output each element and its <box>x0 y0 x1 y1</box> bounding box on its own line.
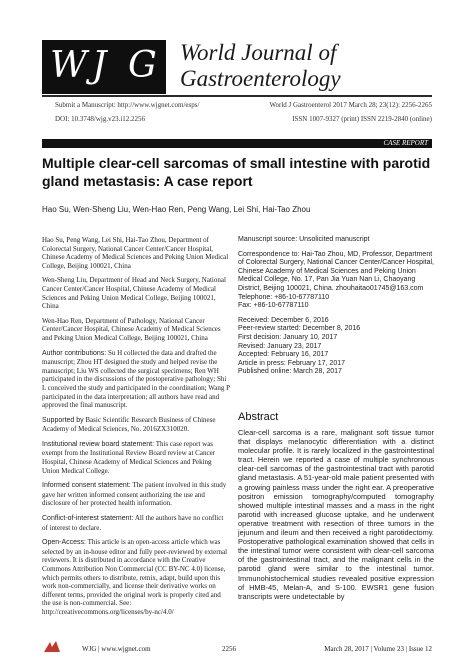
open-access-statement <box>42 538 230 616</box>
supported-by <box>42 416 230 434</box>
masthead-rule <box>42 95 432 97</box>
correspondence <box>238 251 434 311</box>
submit-line: Submit a Manuscript: http://www.wjgnet.com/esps/ <box>55 101 200 109</box>
coi-label: Conflict-of-interest statement: <box>42 515 134 523</box>
footer-right: March 28, 2017 | Volume 23 | Issue 12 <box>324 645 432 653</box>
article-type-bar: CASE REPORT <box>42 139 432 148</box>
issn-line: ISSN 1007-9327 (print) ISSN 2219-2840 (online) <box>292 115 432 123</box>
support-label: Supported by <box>42 416 84 424</box>
date-peer-review: Peer-review started: December 8, 2016 <box>238 325 361 333</box>
affiliation-3: Wen-Hao Ren, Department of Pathology, National Cancer Center/Cancer Hospital, Chinese Academy of Medical Sciences and Peking Union Medical College, Beijing 100021, China <box>42 316 221 342</box>
footer-left: WJG | www.wjgnet.com <box>82 645 151 653</box>
page-footer <box>42 642 432 656</box>
contrib-text: Su H collected the data and drafted the manuscript; Zhou HT designed the study and helped revise the manuscript; Liu WS collected the surgical specimens; Ren WH participated in the discussions of the postoperative pathology; Shi L conceived the study and participated in the coordination; Wang P participated in the data interpretation; all authors have read and approved the final manuscript. <box>42 348 230 410</box>
right-column <box>238 236 434 383</box>
contrib-label: Author contributions: <box>42 349 107 357</box>
citation-line: World J Gastroenterol 2017 March 28; 23(12): 2256-2265 <box>269 101 432 109</box>
consent-text: The patient involved in this study gave her written informed consent authorizing the use and disclosure of her protected health information. <box>42 481 227 508</box>
support-text: Basic Scientific Research Business of Chinese Academy of Medical Sciences, No. 2016ZX310020. <box>42 415 216 434</box>
author-contributions <box>42 349 230 410</box>
dates-block <box>238 317 434 377</box>
page-number: 2256 <box>222 645 236 653</box>
abstract-text: Clear-cell sarcoma is a rare, malignant soft tissue tumor that displays melanocytic differentiation with a distinct molecular profile. It is rarely localized in the gastrointestinal tract. Herein we reported a case of multiple synchronous clear-cell sarcomas of the gastrointestinal tract with parotid gland metastasis. A 51-year-old male patient presented with a growing painless mass under the right ear. A preoperative positron emission tomography/computed tomography showed multiple intestinal masses and a mass in the right parotid with increased glucose uptake, and he underwent operative treatment with resection of three tumors in the jejunum and ileum and then received a right parotidectomy. Postoperative pathological examination showed that cells in the intestinal tumor were consistent with clear-cell sarcoma of the gastrointestinal tract, and the malignant cells in the parotid gland were similar to the intestinal tumor. Immunohistochemical studies revealed positive expression of HMB-45, Melan-A, and S-100. EWSR1 gene fusion transcripts were undetectable by <box>238 428 434 601</box>
coi-statement <box>42 514 230 532</box>
date-published: Published online: March 28, 2017 <box>238 368 342 376</box>
date-in-press: Article in press: February 17, 2017 <box>238 359 345 367</box>
journal-name <box>180 40 341 92</box>
date-received: Received: December 6, 2016 <box>238 316 329 324</box>
date-revised: Revised: January 23, 2017 <box>238 342 322 350</box>
consent-statement <box>42 481 230 508</box>
consent-label: Informed consent statement: <box>42 482 131 490</box>
journal-logo <box>42 40 166 94</box>
manuscript-source: Manuscript source: Unsolicited manuscript <box>238 236 370 243</box>
logo-letter-w: W <box>50 45 88 86</box>
journal-name-line1: World Journal of <box>180 40 337 65</box>
abstract-heading: Abstract <box>238 411 279 423</box>
date-accepted: Accepted: February 16, 2017 <box>238 351 329 359</box>
logo-letter-g: G <box>128 45 157 86</box>
coi-text: All the authors have no conflict of interest to declare. <box>42 514 224 532</box>
oa-label: Open-Access: <box>42 539 86 547</box>
date-first-decision: First decision: January 10, 2017 <box>238 333 338 341</box>
doi-line: DOI: 10.3748/wjg.v23.i12.2256 <box>55 115 146 123</box>
logo-letter-j: J <box>92 45 107 86</box>
fax: Fax: +86-10-67787110 <box>238 302 309 310</box>
affiliation-1: Hao Su, Peng Wang, Lei Shi, Hai-Tao Zhou, Department of Colorectal Surgery, National Cancer Center/Cancer Hospital, Chinese Academy of Medical Sciences and Peking Union Medical College, Beijing 100021, China <box>42 236 229 270</box>
affiliation-2: Wen-Sheng Liu, Department of Head and Neck Surgery, National Cancer Center/Cancer Hospital, Chinese Academy of Medical Sciences and Peking Union Medical College, Beijing 100021, China <box>42 276 226 311</box>
irb-text: This case report was exempt from the Institutional Review Board review at Cancer Hospital, Chinese Academy of Medical Sciences and Peking Union Medical College. <box>42 439 216 475</box>
irb-label: Institutional review board statement: <box>42 440 155 448</box>
left-column <box>42 236 230 623</box>
journal-name-line2: Gastroenterology <box>180 66 341 91</box>
corr-label: Correspondence to: <box>238 250 300 258</box>
telephone: Telephone: +86-10-67787110 <box>238 293 330 301</box>
corr-text: Hai-Tao Zhou, MD, Professor, Department of Colorectal Surgery, National Cancer Center/Cancer Hospital, Chinese Academy of Medical Sciences and Peking Union Medical College, No. 17, Pan Jia Yuan Nan Li, Chaoyang District, Beijing 100021, China. zhouhaitao01745@163.com <box>238 250 434 292</box>
irb-statement <box>42 440 230 475</box>
oa-text: This article is an open-access article which was selected by an in-house editor and fully peer-reviewed by external reviewers. It is distributed in accordance with the Creative Commons Attribution Non Commercial (CC BY-NC 4.0) license, which permits others to distribute, remix, adapt, build upon this work non-commercially, and license their derivative works on different terms, provided the original work is properly cited and the use is non-commercial. See: http://creativecommons.org/licenses/by-nc/4.0/ <box>42 538 228 616</box>
author-list: Hao Su, Wen-Sheng Liu, Wen-Hao Ren, Peng Wang, Lei Shi, Hai-Tao Zhou <box>42 205 311 214</box>
article-title: Multiple clear-cell sarcomas of small intestine with parotid gland metastasis: A case report <box>42 155 431 189</box>
